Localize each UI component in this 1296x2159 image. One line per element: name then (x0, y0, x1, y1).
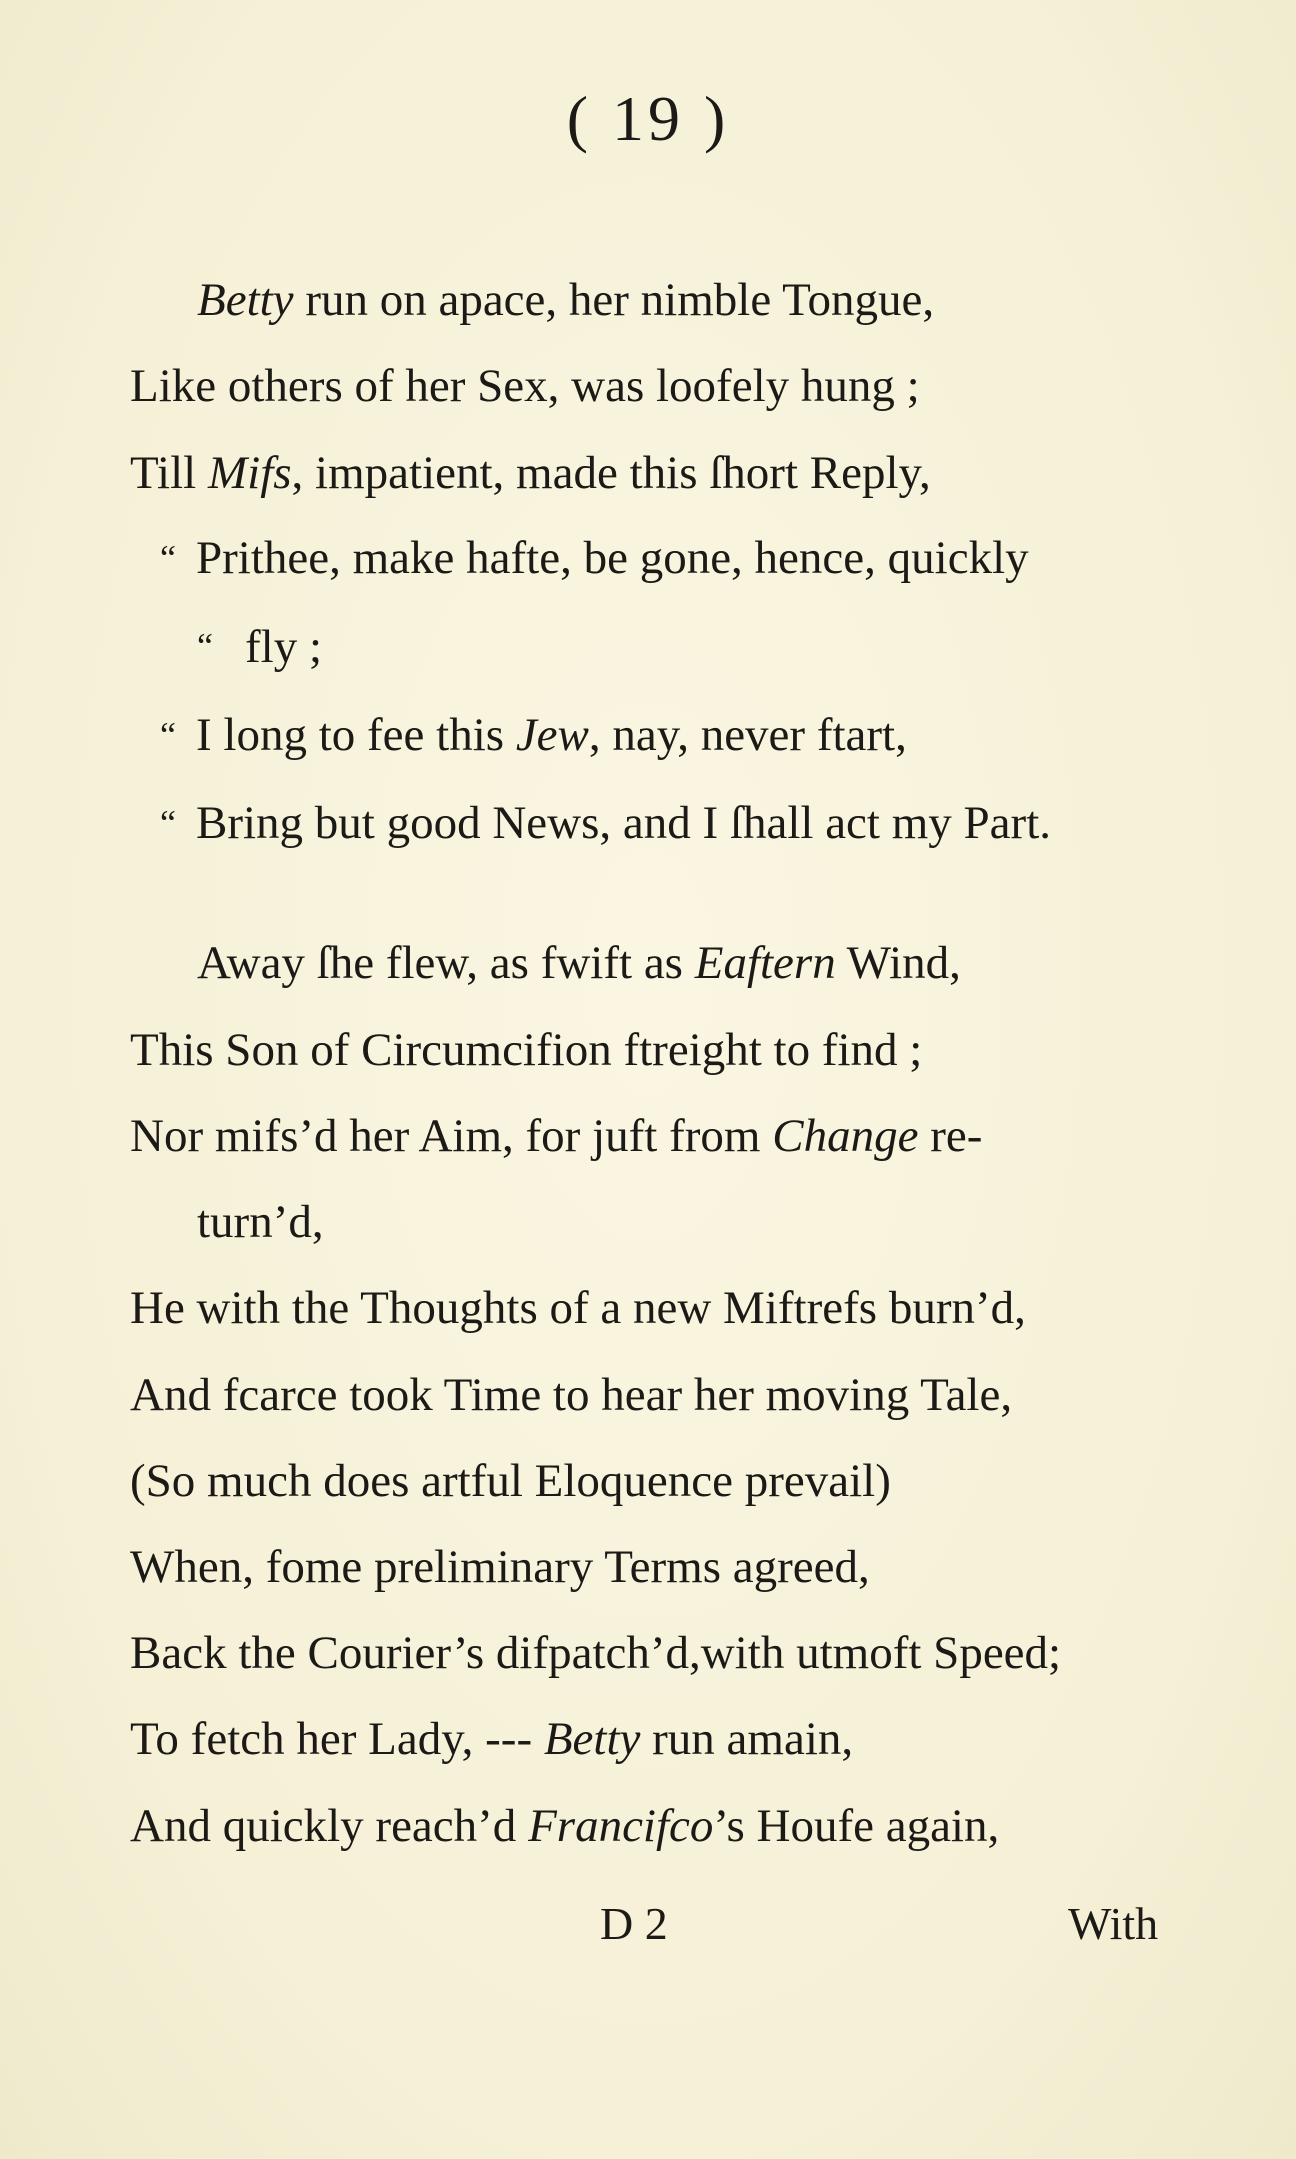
verse-italic: Eaftern (694, 937, 836, 989)
page-number: ( 19 ) (566, 83, 730, 154)
verse-italic: Mifs (207, 447, 292, 499)
quote-mark: “ (160, 803, 176, 843)
verse-line (197, 937, 961, 989)
signature-mark: D 2 (600, 1898, 668, 1949)
verse-italic: Jew (515, 709, 589, 761)
verse-line: Prithee, make hafte, be gone, hence, quickly (196, 532, 1029, 584)
verse-text: Away ſhe flew, as fwift as (197, 937, 695, 989)
verse-italic: Betty (543, 1713, 641, 1765)
verse-text: , impatient, made this ſhort Reply, (291, 447, 931, 499)
catchword: With (1068, 1898, 1159, 1949)
verse-line (196, 709, 907, 761)
verse-line: He with the Thoughts of a new Miftrefs burn’d, (130, 1282, 1026, 1334)
verse-text: Till (130, 447, 208, 499)
quote-mark: “ (160, 538, 176, 578)
verse-line (130, 447, 931, 499)
verse-text: re- (918, 1110, 983, 1162)
quote-mark: “ (160, 715, 176, 755)
verse-text: Wind, (835, 937, 961, 989)
verse-italic: Betty (197, 274, 294, 326)
quote-mark: “ (197, 626, 213, 666)
verse-line: Like others of her Sex, was loofely hung ; (130, 360, 920, 412)
verse-line: (So much does artful Eloquence prevail) (130, 1455, 891, 1507)
verse-text: ’s Houfe again, (713, 1800, 1000, 1852)
verse-line: And fcarce took Time to hear her moving Tale, (130, 1369, 1013, 1421)
verse-line: When, fome preliminary Terms agreed, (130, 1541, 870, 1593)
verse-text: And quickly reach’d (130, 1800, 529, 1852)
verse-text: run on apace, her nimble Tongue, (293, 274, 935, 326)
verse-italic: Change (772, 1110, 919, 1162)
verse-text: To fetch her Lady, --- (130, 1713, 544, 1765)
verse-text: I long to fee this (196, 709, 516, 761)
verse-text: Nor mifs’d her Aim, for juft from (130, 1110, 773, 1162)
verse-text: , nay, never ftart, (588, 709, 907, 761)
verse-line: This Son of Circumcifion ftreight to find ; (130, 1024, 923, 1076)
verse-line (130, 1110, 983, 1162)
verse-line: Bring but good News, and I ſhall act my Part. (196, 797, 1051, 849)
verse-line: Back the Courier’s difpatch’d,with utmoft Speed; (130, 1627, 1062, 1679)
verse-line: fly ; (245, 621, 323, 673)
verse-line (130, 1713, 854, 1765)
verse-line: turn’d, (197, 1196, 324, 1248)
verse-text: run amain, (640, 1713, 854, 1765)
verse-line (197, 274, 935, 326)
verse-italic: Francifco (528, 1800, 714, 1852)
verse-line (130, 1800, 1000, 1852)
